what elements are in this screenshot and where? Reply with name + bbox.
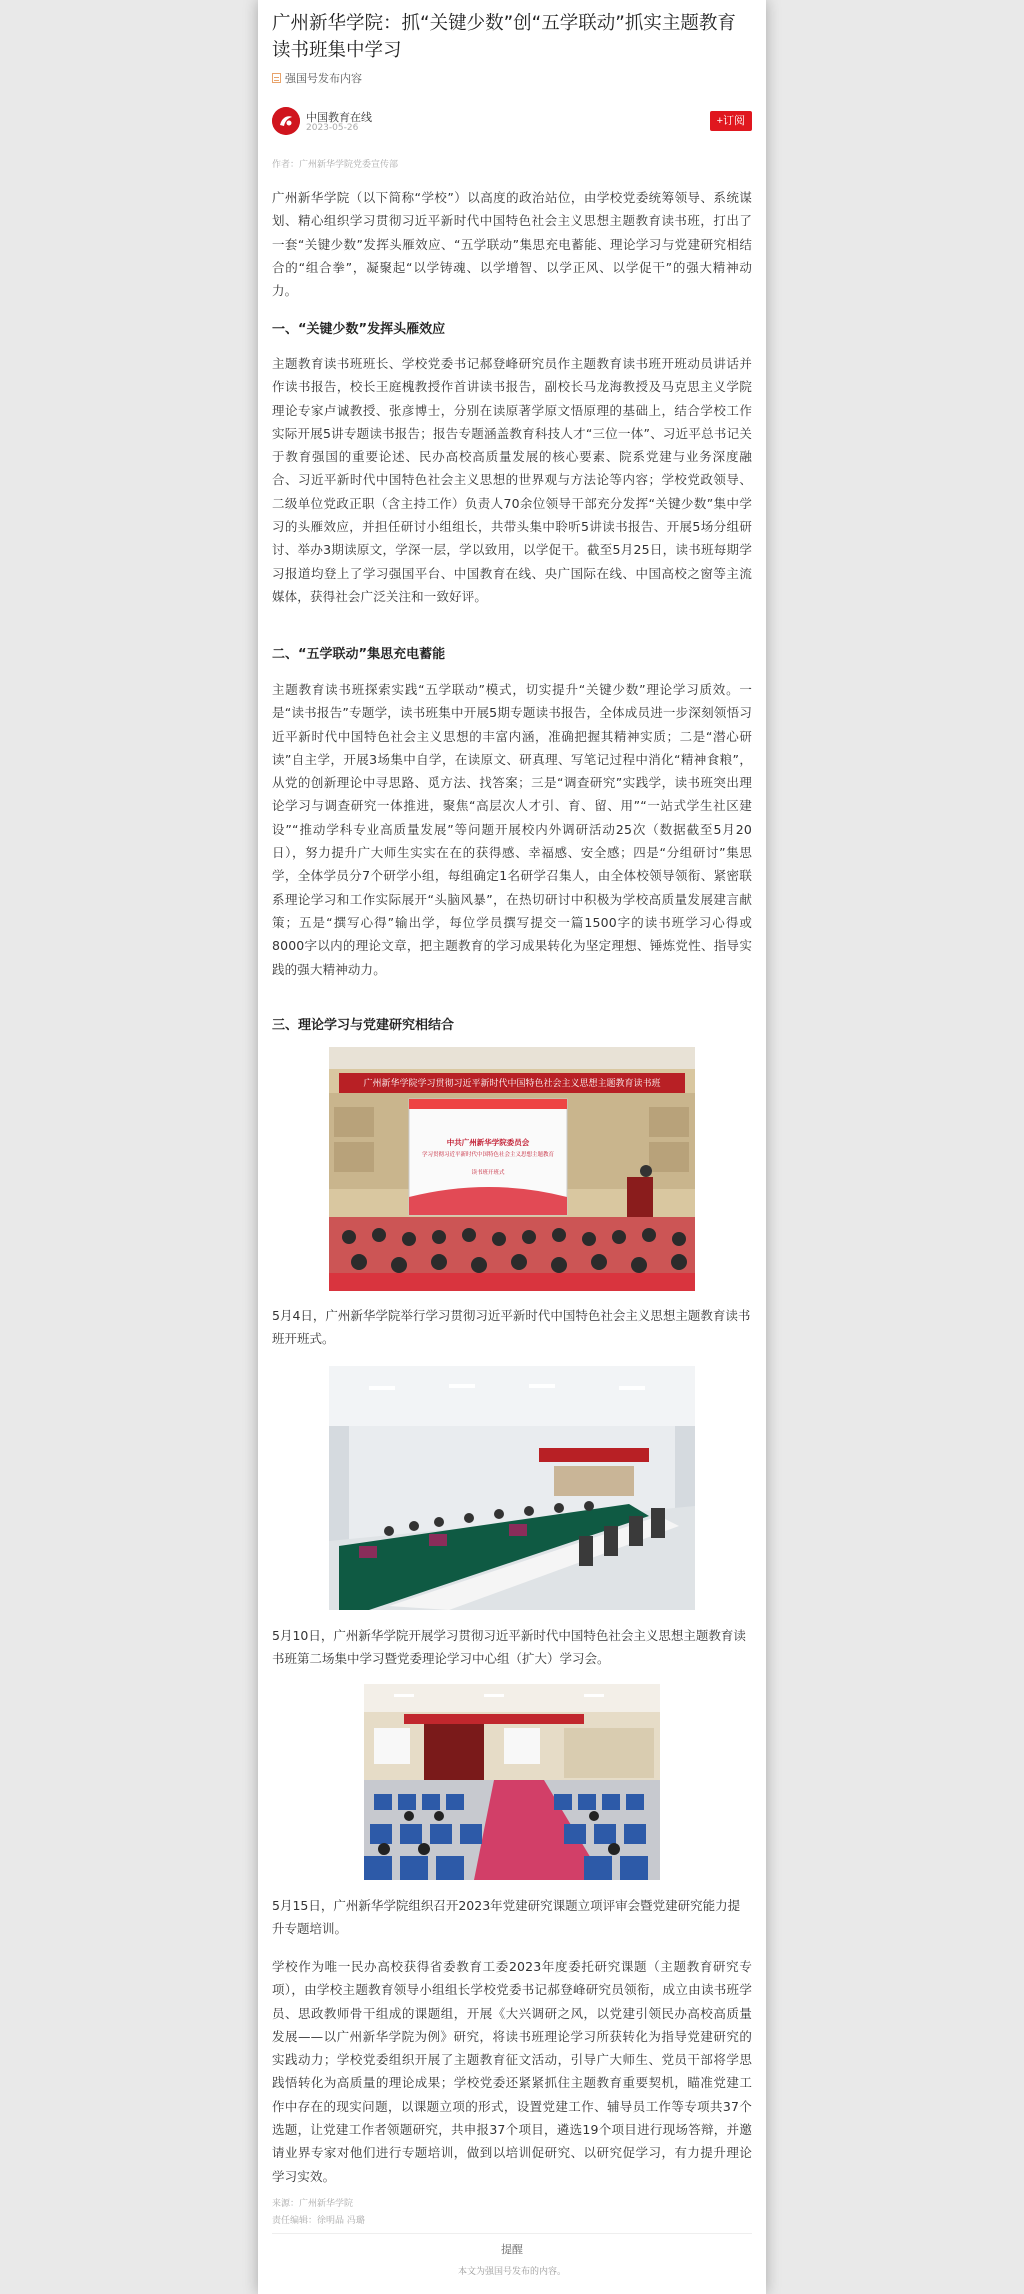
photo-review-meeting bbox=[364, 1684, 660, 1880]
account-name[interactable]: 中国教育在线 bbox=[306, 111, 372, 124]
account-avatar[interactable] bbox=[272, 107, 300, 135]
caption-photo2: 5月10日，广州新华学院开展学习贯彻习近平新时代中国特色社会主义思想主题教育读书班第二场集中学习暨党委理论学习中心组（扩大）学习会。 bbox=[272, 1628, 746, 1666]
author-row bbox=[272, 107, 752, 137]
section3-heading: 三、理论学习与党建研究相结合 bbox=[272, 1018, 455, 1033]
notice-title: 提醒 bbox=[501, 2243, 523, 2256]
publish-date: 2023-05-26 bbox=[306, 123, 359, 133]
article-title: 广州新华学院：抓“关键少数”创“五学联动”抓实主题教育读书班集中学习 bbox=[272, 13, 736, 61]
photo1-screen-line1: 中共广州新华学院委员会 bbox=[446, 1138, 530, 1147]
source-tag-label: 强国号发布内容 bbox=[285, 72, 362, 85]
source-line: 来源：广州新华学院 bbox=[272, 2199, 354, 2209]
source-tag-icon bbox=[272, 73, 281, 83]
photo-second-session bbox=[329, 1366, 695, 1610]
section2-heading: 二、“五学联动”集思充电蓄能 bbox=[272, 647, 446, 662]
article-page bbox=[258, 0, 766, 2294]
notice-text: 本文为强国号发布的内容。 bbox=[457, 2267, 566, 2277]
closing-paragraph: 学校作为唯一民办高校获得省委教育工委2023年度委托研究课题（主题教育研究专项），由学校主题教育领导小组组长学校党委书记郝登峰研究员领衔，成立由读书班学员、思政教师骨干组成的课题组，开展《大兴调研之风，以党建引领民办高校高质量发展——以广州新华学院为例》研究，将读书班理论学习所获转化为指导党建研究的实践动力；学校党委组织开展了主题教育征文活动，引导广大师生、党员干部将学思践悟转化为高质量的理论成果；学校党委还紧紧抓住主题教育重要契机，瞄准党建工作中存在的现实问题，以课题立项的形式，设置党建工作、辅导员工作等专项共37个选题，让党建工作者领题研究，共申报37个项目，遴选19个项目进行现场答辩，并邀请业界专家对他们进行专题培训，做到以培训促研究、以研究促学习，有力提升理论学习实效。 bbox=[272, 1959, 752, 2184]
account-avatar-logo bbox=[272, 107, 300, 135]
caption-photo1: 5月4日，广州新华学院举行学习贯彻习近平新时代中国特色社会主义思想主题教育读书班开班式。 bbox=[272, 1308, 751, 1346]
caption-photo3: 5月15日，广州新华学院组织召开2023年党建研究课题立项评审会暨党建研究能力提升专题培训。 bbox=[272, 1898, 741, 1936]
source-tag bbox=[272, 70, 362, 86]
section1-body: 主题教育读书班班长、学校党委书记郝登峰研究员作主题教育读书班开班动员讲话并作读书报告，校长王庭槐教授作首讲读书报告，副校长马龙海教授及马克思主义学院理论专家卢诚教授、张彦博士，分别在读原著学原文悟原理的基础上，结合学校工作实际开展5讲专题读书报告；报告专题涵盖教育科技人才“三位一体”、习近平总书记关于教育强国的重要论述、民办高校高质量发展的核心要素、院系党建与业务深度融合、习近平新时代中国特色社会主义思想的世界观与方法论等内容；学校党政领导、二级单位党政正职（含主持工作）负责人70余位领导干部充分发挥“关键少数”集中学习的头雁效应，并担任研讨小组组长，共带头集中聆听5讲读书报告、开展5场分组研讨、举办3期读原文，学深一层，学以致用，以学促干。截至5月25日，读书班每期学习报道均登上了学习强国平台、中国教育在线、央广国际在线、中国高校之窗等主流媒体，获得社会广泛关注和一致好评。 bbox=[272, 356, 752, 604]
photo1-banner-text: 广州新华学院学习贯彻习近平新时代中国特色社会主义思想主题教育读书班 bbox=[363, 1079, 661, 1089]
photo1-screen-line2: 学习贯彻习近平新时代中国特色社会主义思想主题教育 bbox=[421, 1152, 554, 1158]
photo1-screen-line3: 读书班开班式 bbox=[471, 1170, 505, 1176]
section2-body: 主题教育读书班探索实践“五学联动”模式，切实提升“关键少数”理论学习质效。一是“读书报告”专题学，读书班集中开展5期专题读书报告，全体成员进一步深刻领悟习近平新时代中国特色社会主义思想的丰富内涵，准确把握其精神实质；二是“潜心研读”自主学，开展3场集中自学，在读原文、研真理、写笔记过程中消化“精神食粮”，从党的创新理论中寻思路、觅方法、找答案；三是“调查研究”实践学，读书班突出理论学习与调查研究一体推进，聚焦“高层次人才引、育、留、用”“一站式学生社区建设”“推动学科专业高质量发展”等问题开展校内外调研活动25次（数据截至5月20日），努力提升广大师生实实在在的获得感、幸福感、安全感；四是“分组研讨”集思学，全体学员分7个研学小组，每组确定1名研学召集人，由全体校领导领衔、紧密联系理论学习和工作实际展开“头脑风暴”，在热切研讨中积极为学校高质量发展建言献策；五是“撰写心得”输出学，每位学员撰写提交一篇1500字的读书班学习心得或8000字以内的理论文章，把主题教育的学习成果转化为坚定理想、锤炼党性、指导实践的强大精神动力。 bbox=[272, 682, 752, 977]
photo-opening-ceremony bbox=[329, 1047, 695, 1291]
intro-paragraph: 广州新华学院（以下简称“学校”）以高度的政治站位，由学校党委统筹领导、系统谋划、精心组织学习贯彻习近平新时代中国特色社会主义思想主题教育读书班，打出了一套“关键少数”发挥头雁效应、“五学联动”集思充电蓄能、理论学习与党建研究相结合的“组合拳”，凝聚起“以学铸魂、以学增智、以学正风、以学促干”的强大精神动力。 bbox=[272, 190, 752, 299]
subscribe-button[interactable]: +订阅 bbox=[710, 111, 752, 131]
section1-heading: 一、“关键少数”发挥头雁效应 bbox=[272, 322, 446, 337]
editor-line: 责任编辑：徐明晶 冯璐 bbox=[272, 2216, 365, 2226]
footer-divider bbox=[272, 2233, 752, 2234]
byline: 作者：广州新华学院党委宣传部 bbox=[272, 160, 399, 170]
